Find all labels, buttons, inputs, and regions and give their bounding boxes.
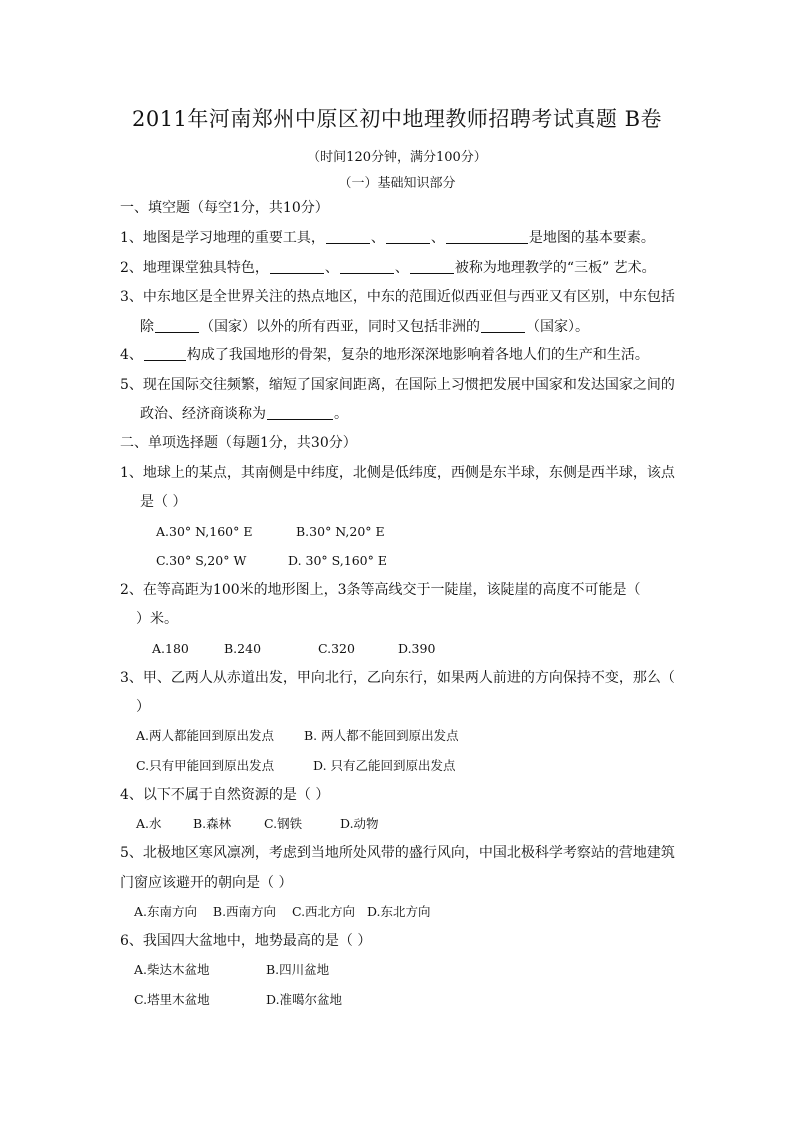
q-text: （国家）以外的所有西亚，同时又包括非洲的	[200, 319, 480, 335]
answer-blank	[267, 405, 333, 420]
s1-question-4	[120, 346, 649, 364]
q3-option-d: D. 只有乙能回到原出发点	[313, 758, 456, 773]
s1-question-2	[120, 259, 656, 277]
q2-option-d: D.390	[398, 641, 436, 656]
s2-question-5-line2: 门窗应该避开的朝向是（ ）	[120, 875, 293, 891]
s1-question-3-line1: 3、中东地区是全世界关注的热点地区，中东的范围近似西亚但与西亚又有区别，中东包括	[120, 289, 675, 305]
s2-question-2-line1: 2、在等高距为100米的地形图上，3条等高线交于一陡崖，该陡崖的高度不可能是（	[120, 582, 641, 598]
q-text: 、	[394, 260, 409, 276]
s2-question-4: 4、以下不属于自然资源的是（ ）	[120, 787, 330, 803]
s1-question-5-line1: 5、现在国际交往频繁，缩短了国家间距离，在国际上习惯把发展中国家和发达国家之间的	[120, 377, 675, 393]
q4-option-c: C.钢铁	[264, 816, 303, 831]
answer-blank	[410, 259, 454, 274]
q4-option-a: A.水	[136, 816, 162, 831]
answer-blank	[270, 259, 324, 274]
q1-option-c: C.30° S,20° W	[156, 553, 247, 568]
answer-blank	[326, 229, 370, 244]
part-heading: （一）基础知识部分	[338, 176, 456, 191]
section1-heading: 一、填空题（每空1分，共10分）	[120, 200, 329, 216]
s1-question-1	[120, 229, 655, 247]
answer-blank	[340, 259, 394, 274]
q4-option-d: D.动物	[340, 816, 379, 831]
answer-blank	[386, 229, 430, 244]
q2-option-b: B.240	[224, 641, 262, 656]
q-text: 、	[430, 230, 445, 246]
q1-option-a: A.30° N,160° E	[156, 524, 253, 539]
s1-question-3-line2	[140, 318, 589, 336]
q3-option-c: C.只有甲能回到原出发点	[136, 758, 275, 773]
q-text: 1、地图是学习地理的重要工具，	[120, 230, 325, 246]
q-text: 2、地理课堂独具特色，	[120, 260, 269, 276]
q2-option-a: A.180	[152, 641, 189, 656]
q5-options: A.东南方向 B.西南方向 C.西北方向 D.东北方向	[134, 904, 431, 919]
q-text: 除	[140, 319, 154, 335]
s2-question-3-line1: 3、甲、乙两人从赤道出发，甲向北行，乙向东行，如果两人前进的方向保持不变，那么（	[120, 670, 675, 686]
q6-option-d: D.准噶尔盆地	[266, 992, 343, 1007]
q-text: 、	[324, 260, 339, 276]
s2-question-2-line2: ）米。	[136, 611, 178, 627]
s1-question-5-line2	[140, 405, 348, 423]
answer-blank	[446, 229, 528, 244]
q4-option-b: B.森林	[193, 816, 232, 831]
q3-option-a: A.两人都能回到原出发点	[136, 728, 275, 743]
q-text: 4、	[120, 347, 143, 363]
q6-option-b: B.四川盆地	[266, 962, 330, 977]
q1-option-d: D. 30° S,160° E	[288, 553, 387, 568]
q1-option-b: B.30° N,20° E	[296, 524, 385, 539]
s2-question-3-line2: ）	[136, 699, 150, 715]
answer-blank	[144, 346, 186, 361]
section2-heading: 二、单项选择题（每题1分，共30分）	[120, 435, 357, 451]
s2-question-6: 6、我国四大盆地中，地势最高的是（ ）	[120, 933, 372, 949]
q-text: 、	[370, 230, 385, 246]
answer-blank	[155, 318, 199, 333]
q6-option-a: A.柴达木盆地	[134, 962, 210, 977]
s2-question-1-line2: 是（ ）	[140, 494, 187, 510]
q2-option-c: C.320	[318, 641, 355, 656]
q-text: 被称为地理教学的“三板” 艺术。	[454, 260, 656, 276]
q3-option-b: B. 两人都不能回到原出发点	[304, 728, 459, 743]
answer-blank	[481, 318, 525, 333]
q-text: 构成了我国地形的骨架，复杂的地形深深地影响着各地人们的生产和生活。	[186, 347, 649, 363]
exam-title: 2011年河南郑州中原区初中地理教师招聘考试真题 B卷	[131, 107, 663, 131]
exam-subtitle: （时间120分钟，满分100分）	[307, 150, 487, 165]
q6-option-c: C.塔里木盆地	[134, 992, 210, 1007]
q-text: （国家）。	[526, 319, 589, 335]
s2-question-5-line1: 5、北极地区寒风凛冽，考虑到当地所处风带的盛行风向，中国北极科学考察站的营地建筑	[120, 845, 675, 861]
q-text: 政治、经济商谈称为	[140, 406, 266, 422]
s2-question-1-line1: 1、地球上的某点，其南侧是中纬度，北侧是低纬度，西侧是东半球，东侧是西半球，该点	[120, 465, 675, 481]
q-text: 。	[334, 406, 348, 422]
q-text: 是地图的基本要素。	[528, 230, 655, 246]
